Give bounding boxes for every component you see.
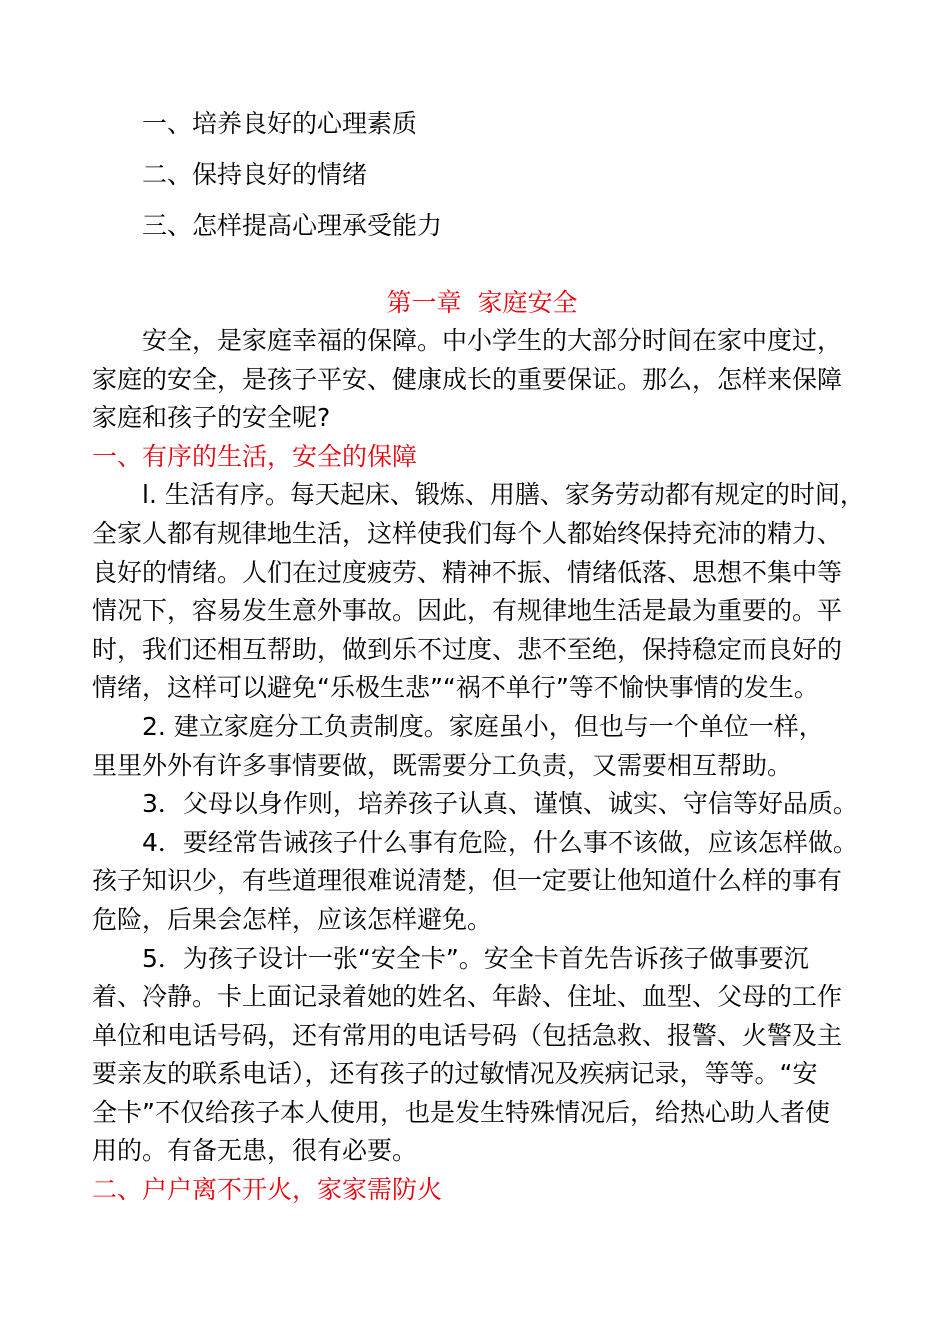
text-line: 家庭和孩子的安全呢? [92, 403, 331, 433]
text-line: 情况下，容易发生意外事故。因此，有规律地生活是最为重要的。平 [92, 596, 843, 626]
toc-item: 三、怎样提高心理承受能力 [142, 211, 443, 240]
text-line: 3．父母以身作则，培养孩子认真、谨慎、诚实、守信等好品质。 [142, 789, 858, 819]
text-line: 2. 建立家庭分工负责制度。家庭虽小，但也与一个单位一样， [142, 711, 824, 741]
text-line: 危险，后果会怎样，应该怎样避免。 [92, 904, 493, 934]
text-line: 安全，是家庭幸福的保障。中小学生的大部分时间在家中度过， [142, 326, 843, 355]
text-line: 4．要经常告诫孩子什么事有危险，什么事不该做，应该怎样做。 [142, 827, 858, 857]
text-line: 单位和电话号码，还有常用的电话号码（包括急救、报警、火警及主 [92, 1020, 843, 1050]
text-line: 全卡”不仅给孩子本人使用，也是发生特殊情况后，给热心助人者使 [92, 1097, 830, 1127]
section-heading-1: 一、有序的生活，安全的保障 [92, 441, 418, 471]
text-line: 良好的情绪。人们在过度疲劳、精神不振、情绪低落、思想不集中等 [92, 557, 843, 587]
text-line: 要亲友的联系电话），还有孩子的过敏情况及疾病记录，等等。“安 [92, 1059, 818, 1089]
section-heading-2: 二、户户离不开火，家家需防火 [92, 1175, 443, 1205]
item-paragraph-5 [92, 940, 872, 1172]
text-line: 里里外外有许多事情要做，既需要分工负责，又需要相互帮助。 [92, 750, 793, 780]
text-line: 时，我们还相互帮助，做到乐不过度、悲不至绝，保持稳定而良好的 [92, 634, 843, 664]
item-paragraph-2 [92, 708, 872, 785]
chapter-body [92, 284, 872, 1210]
text-line: 5．为孩子设计一张“安全卡”。安全卡首先告诉孩子做事要沉 [142, 943, 809, 973]
text-line: 用的。有备无患，很有必要。 [92, 1136, 418, 1166]
text-line: 全家人都有规律地生活，这样使我们每个人都始终保持充沛的精力、 [92, 518, 843, 548]
text-line: 情绪，这样可以避免“乐极生悲”“祸不单行”等不愉快事情的发生。 [92, 673, 819, 703]
toc-item: 二、保持良好的情绪 [142, 160, 368, 189]
text-line: 家庭的安全，是孩子平安、健康成长的重要保证。那么，怎样来保障 [92, 364, 843, 394]
item-paragraph-3 [92, 785, 872, 824]
chapter-title: 第一章 家庭安全 [386, 288, 578, 317]
text-line: 孩子知识少，有些道理很难说清楚，但一定要让他知道什么样的事有 [92, 866, 843, 896]
item-paragraph-1 [92, 476, 872, 708]
item-paragraph-4 [92, 824, 872, 940]
intro-paragraph [92, 322, 872, 438]
table-of-contents [142, 98, 442, 251]
text-line: l. 生活有序。每天起床、锻炼、用膳、家务劳动都有规定的时间， [142, 480, 865, 510]
toc-item: 一、培养良好的心理素质 [142, 109, 418, 138]
text-line: 着、冷静。卡上面记录着她的姓名、年龄、住址、血型、父母的工作 [92, 982, 843, 1012]
